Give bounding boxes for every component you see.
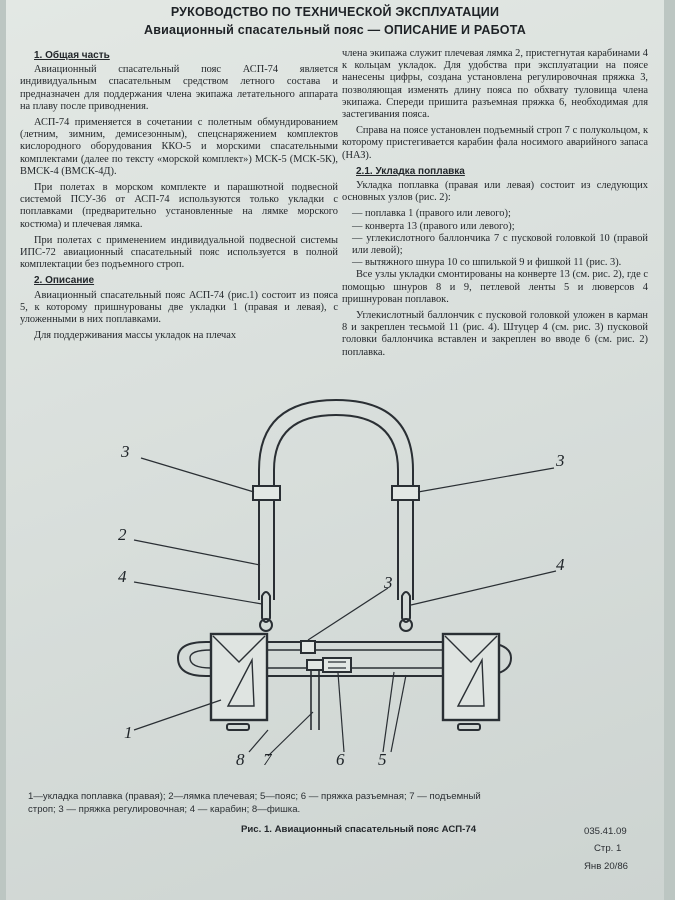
list-item: — конверта 13 (правого или левого);: [352, 220, 515, 232]
figure-label: 5: [378, 750, 387, 769]
paragraph: При полетах в морском комплекте и парашютной подвесной системой ПСУ-36 от АСП-74 используются только укладки с поплавками (предварительно установленные на лямке морского костюма) и плечевая лямка.: [20, 182, 338, 230]
page-subtitle: Авиационный спасательный пояс — ОПИСАНИЕ И РАБОТА: [144, 23, 526, 37]
section-heading-general: 1. Общая часть: [34, 50, 110, 61]
figure-label: 2: [118, 525, 127, 544]
paragraph: Авиационный спасательный пояс АСП-74 (рис.1) состоит из пояса 5, к которому пришнурованы две укладки 1 (правая и левая), с уложенными в них поплавками.: [20, 289, 338, 326]
belt-adjustment-buckle: [301, 641, 315, 653]
carabiner-left: [262, 592, 270, 622]
figure-label: 3: [384, 573, 393, 592]
paragraph: Для поддерживания массы укладок на плечах: [34, 330, 237, 342]
paragraph: Укладка поплавка (правая или левая) состоит из следующих основных узлов (рис. 2):: [342, 180, 648, 204]
figure-label: 8: [236, 750, 245, 769]
figure-title: Рис. 1. Авиационный спасательный пояс АСП-74: [241, 824, 477, 835]
strap-buckle-left: [253, 486, 280, 500]
ring-right: [400, 619, 412, 631]
figure-label: 4: [118, 567, 127, 586]
float-pack-right: [443, 634, 499, 720]
figure-legend: [28, 790, 628, 816]
life-belt-diagram: [6, 0, 664, 790]
manual-page: [6, 0, 664, 900]
page-title: РУКОВОДСТВО ПО ТЕХНИЧЕСКОЙ ЭКСПЛУАТАЦИИ: [170, 5, 500, 19]
float-pack-left: [211, 634, 267, 720]
paragraph: При полетах с применением индивидуальной подвесной системы ИПС-72 авиационный спасательный пояс используется в полной комплектации без подъемного строп.: [20, 234, 338, 271]
paragraph: Углекислотный баллончик с пусковой головкой уложен в карман 8 и закреплен тесьмой 11 (рис. 4). Штуцер 4 (см. рис. 3) пусковой головки баллончика вставлен и закреплен во вводе 6 (см. рис. 2) поплавка.: [342, 310, 648, 358]
legend-line: строп; 3 — пряжка регулировочная; 4 — карабин; 8—фишка.: [28, 804, 301, 815]
figure-label: 7: [263, 750, 272, 769]
list-item: — углекислотного баллончика 7 с пусковой головкой 10 (правой или левой);: [352, 232, 648, 257]
paragraph: члена экипажа служит плечевая лямка 2, пристегнутая карабинами 4 к кольцам укладок. Для удобства при эксплуатации на поясе нанесены цифры, создана установлена регулировочная пряжка 3, позволяющая изменять длину пояса по обхвату туловища члена экипажа. Спереди пришита разъемная пряжка 6, необходимая для застегивания пояса.: [342, 48, 648, 121]
shoulder-strap-outer: [259, 400, 413, 600]
paragraph: Справа на поясе установлен подъемный строп 7 с полукольцом, к которому пристегивается карабин фала носимого аварийного запаса (НАЗ).: [342, 125, 648, 161]
lifting-strap: [311, 668, 319, 730]
list-item: — поплавка 1 (правого или левого);: [352, 208, 511, 220]
figure-label: 3: [121, 442, 130, 461]
pin-tab-left: [227, 724, 249, 730]
paragraph: АСП-74 применяется в сочетании с полетным обмундированием (летним, зимним, демисезонным), спецснаряжением комплектов кислородного оборудования ККО-5 и морскими спасательными комплектами (далее по тексту «морской комплект») МСК-5 (МСК-5К), ВМСК-4 (ВМСК-4Д).: [20, 117, 338, 177]
paragraph: Авиационный спасательный пояс АСП-74 является индивидуальным спасательным средством летного состава и предназначен для поддержания члена экипажа летательного аппарата на плаву после приводнения.: [20, 64, 338, 112]
figure-label: 6: [336, 750, 345, 769]
strap-buckle-right: [392, 486, 419, 500]
figure-label: 3: [556, 451, 565, 470]
section-heading-float-pack: 2.1. Укладка поплавка: [356, 165, 465, 177]
pin-tab-right: [458, 724, 480, 730]
revision-date: Янв 20/86: [584, 861, 628, 872]
quick-release-buckle: [323, 658, 351, 672]
list-item: — вытяжного шнура 10 со шпилькой 9 и фишкой 11 (рис. 3).: [352, 257, 622, 269]
legend-line: 1—укладка поплавка (правая); 2—лямка плечевая; 5—пояс; 6 — пряжка разъемная; 7 — подъемный: [28, 791, 481, 802]
shoulder-strap-inner: [274, 415, 398, 600]
figure-label: 4: [556, 555, 565, 574]
paragraph: Все узлы укладки смонтированы на конверте 13 (см. рис. 2), где с помощью шнуров 8 и 9, петлевой ленты 5 и люверсов 4 пришнурован поплавок.: [342, 269, 648, 305]
carabiner-right: [402, 592, 410, 622]
section-heading-description: 2. Описание: [34, 275, 95, 287]
figure-label: 1: [124, 723, 133, 742]
page-number: Стр. 1: [594, 843, 622, 854]
ring-left: [260, 619, 272, 631]
document-code: 035.41.09: [584, 826, 627, 837]
